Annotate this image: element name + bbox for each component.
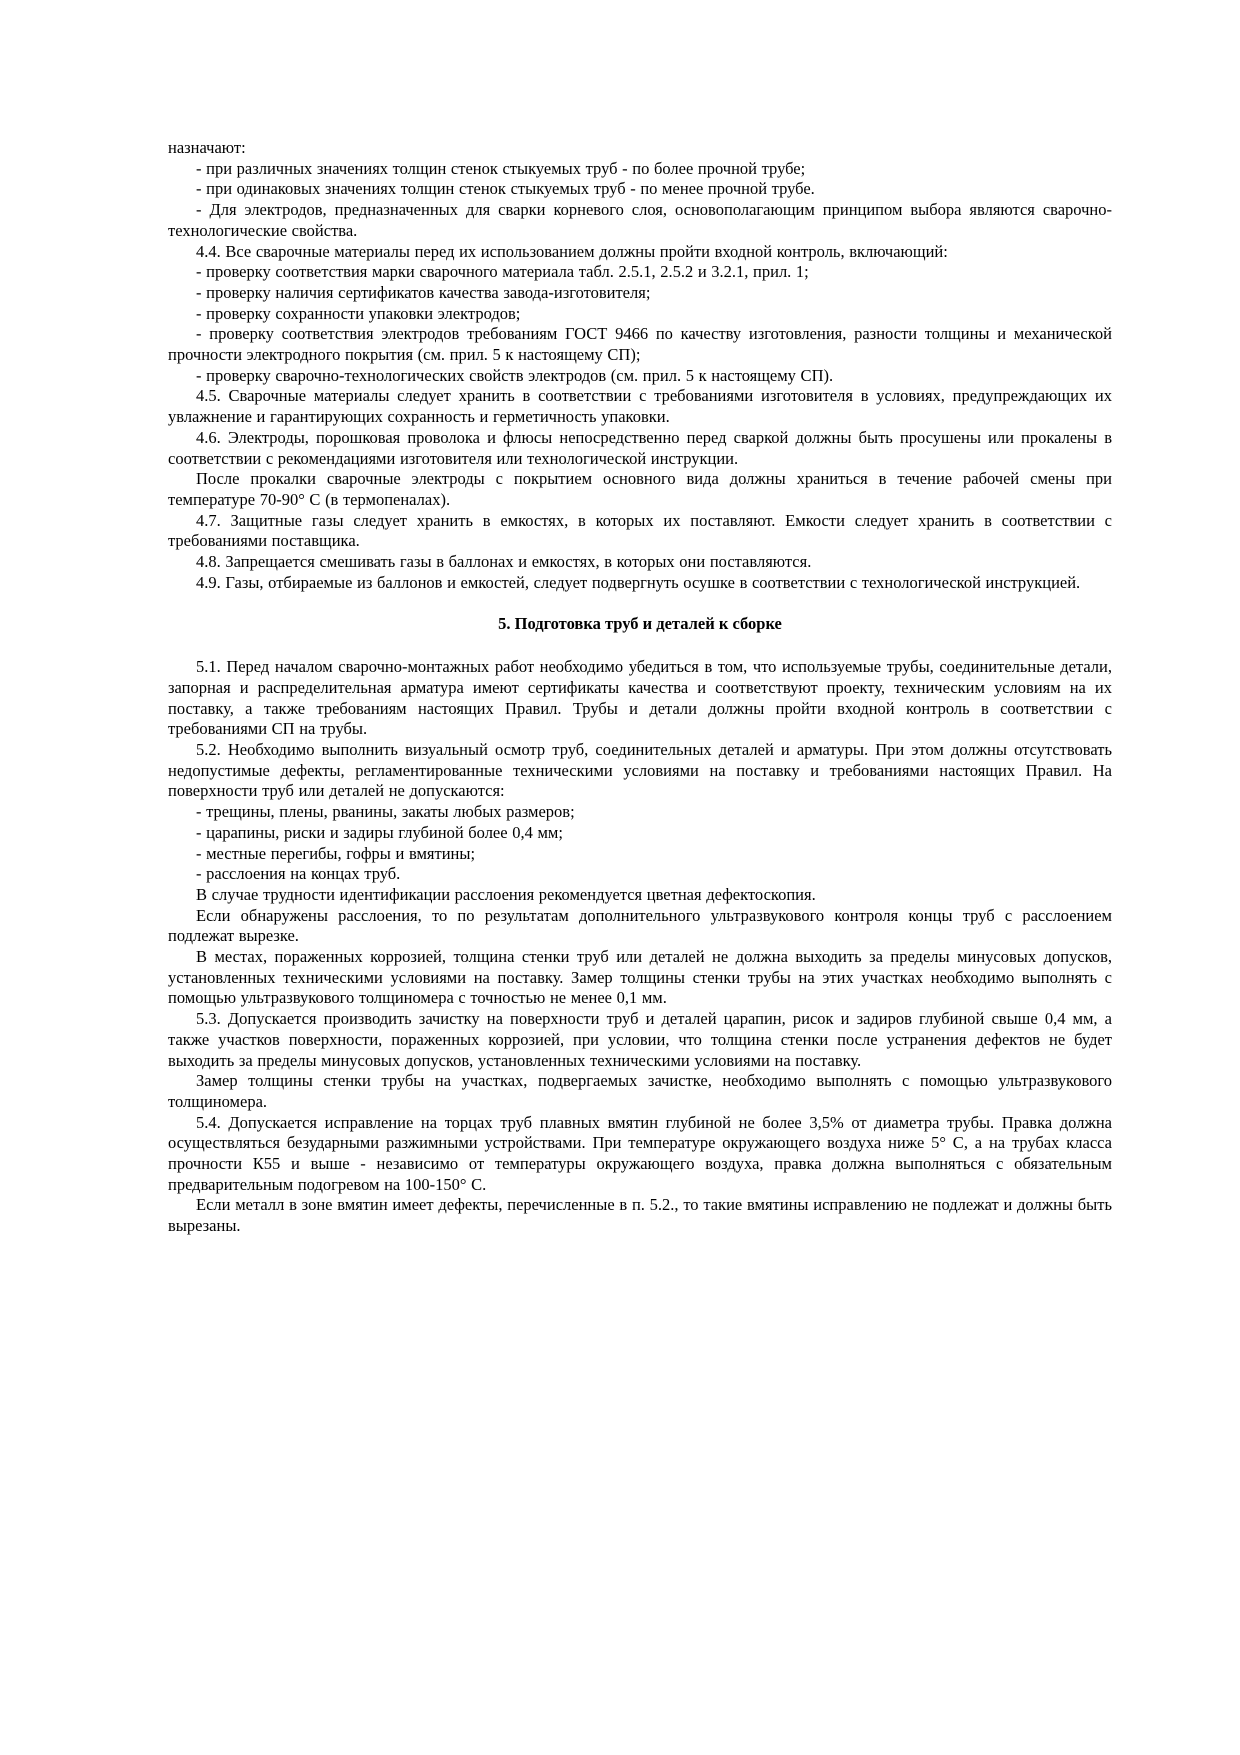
paragraph-4-7: 4.7. Защитные газы следует хранить в емкостях, в которых их поставляют. Емкости следует хранить в соответствии с требованиями поставщика. bbox=[168, 510, 1112, 551]
paragraph-continuation: назначают: bbox=[168, 138, 246, 157]
paragraph: После прокалки сварочные электроды с покрытием основного вида должны храниться в течение рабочей смены при температуре 70-90° С (в термопеналах). bbox=[168, 469, 1112, 509]
paragraph-4-5: 4.5. Сварочные материалы следует хранить в соответствии с требованиями изготовителя в условиях, предупреждающих их увлажнение и гарантирующих сохранность и герметичность упаковки. bbox=[168, 386, 1112, 427]
paragraph: Замер толщины стенки трубы на участках, подвергаемых зачистке, необходимо выполнять с помощью ультразвукового толщиномера. bbox=[168, 1071, 1112, 1111]
section-heading: 5. Подготовка труб и деталей к сборке bbox=[498, 614, 782, 634]
paragraph: Если металл в зоне вмятин имеет дефекты, перечисленные в п. 5.2., то такие вмятины исправлению не подлежат и должны быть вырезаны. bbox=[168, 1195, 1112, 1236]
paragraph-5-1: 5.1. Перед началом сварочно-монтажных работ необходимо убедиться в том, что используемые трубы, соединительные детали, запорная и распределительная арматура имеют сертификаты качества и соответствуют проекту, техническим условиям на их поставку, а также требованиям настоящих Правил. Трубы и детали должны пройти входной контроль в соответствии с требованиями СП на трубы. bbox=[168, 657, 1112, 739]
paragraph: В местах, пораженных коррозией, толщина стенки труб или деталей не должна выходить за пределы минусовых допусков, установленных техническими условиями на поставку. Замер толщины стенки трубы на этих участках необходимо выполнять с помощью ультразвукового толщиномера с точностью не менее 0,1 мм. bbox=[168, 947, 1112, 1008]
document-body bbox=[168, 138, 1112, 1237]
list-item: - при одинаковых значениях толщин стенок стыкуемых труб - по менее прочной трубе. bbox=[196, 179, 815, 199]
list-item: - проверку сохранности упаковки электродов; bbox=[196, 303, 521, 323]
paragraph-5-2: 5.2. Необходимо выполнить визуальный осмотр труб, соединительных деталей и арматуры. При этом должны отсутствовать недопустимые дефекты, регламентированные техническими условиями на поставку и требованиями настоящих Правил. На поверхности труб или деталей не допускаются: bbox=[168, 739, 1112, 801]
paragraph: В случае трудности идентификации расслоения рекомендуется цветная дефектоскопия. bbox=[196, 884, 816, 904]
paragraph-4-4: 4.4. Все сварочные материалы перед их использованием должны пройти входной контроль, включающий: bbox=[196, 241, 948, 261]
list-item: - проверку соответствия марки сварочного материала табл. 2.5.1, 2.5.2 и 3.2.1, прил. 1; bbox=[196, 262, 809, 282]
list-item: - проверку наличия сертификатов качества завода-изготовителя; bbox=[196, 282, 651, 302]
paragraph-4-9: 4.9. Газы, отбираемые из баллонов и емкостей, следует подвергнуть осушке в соответствии с технологической инструкцией. bbox=[196, 572, 1081, 592]
list-item: - проверку соответствия электродов требованиям ГОСТ 9466 по качеству изготовления, разности толщины и механической прочности электродного покрытия (см. прил. 5 к настоящему СП); bbox=[168, 324, 1112, 365]
list-item: - расслоения на концах труб. bbox=[196, 864, 401, 884]
paragraph-5-3: 5.3. Допускается производить зачистку на поверхности труб и деталей царапин, рисок и задиров глубиной свыше 0,4 мм, а также участков поверхности, пораженных коррозией, при условии, что толщина стенки после устранения дефектов не будет выходить за пределы минусовых допусков, установленных техническими условиями на поставку. bbox=[168, 1009, 1112, 1070]
list-item: - местные перегибы, гофры и вмятины; bbox=[196, 843, 476, 863]
paragraph-5-4: 5.4. Допускается исправление на торцах труб плавных вмятин глубиной не более 3,5% от диаметра трубы. Правка должна осуществляться безударными разжимными устройствами. При температуре окружающего воздуха ниже 5° С, а на трубах класса прочности К55 и выше - независимо от температуры окружающего воздуха, правка должна выполняться с обязательным предварительным подогревом на 100-150° С. bbox=[168, 1112, 1112, 1194]
paragraph-4-8: 4.8. Запрещается смешивать газы в баллонах и емкостях, в которых они поставляются. bbox=[196, 552, 812, 572]
paragraph-4-6: 4.6. Электроды, порошковая проволока и флюсы непосредственно перед сваркой должны быть просушены или прокалены в соответствии с рекомендациями изготовителя или технологической инструкции. bbox=[168, 427, 1112, 468]
paragraph: Если обнаружены расслоения, то по результатам дополнительного ультразвукового контроля концы труб с расслоением подлежат вырезке. bbox=[168, 905, 1112, 946]
list-item: - царапины, риски и задиры глубиной более 0,4 мм; bbox=[196, 822, 563, 842]
list-item: - трещины, плены, рванины, закаты любых размеров; bbox=[196, 802, 575, 822]
list-item: - Для электродов, предназначенных для сварки корневого слоя, основополагающим принципом выбора являются сварочно-технологические свойства. bbox=[168, 200, 1112, 240]
list-item: - проверку сварочно-технологических свойств электродов (см. прил. 5 к настоящему СП). bbox=[196, 365, 834, 385]
list-item: - при различных значениях толщин стенок стыкуемых труб - по более прочной трубе; bbox=[196, 158, 806, 178]
